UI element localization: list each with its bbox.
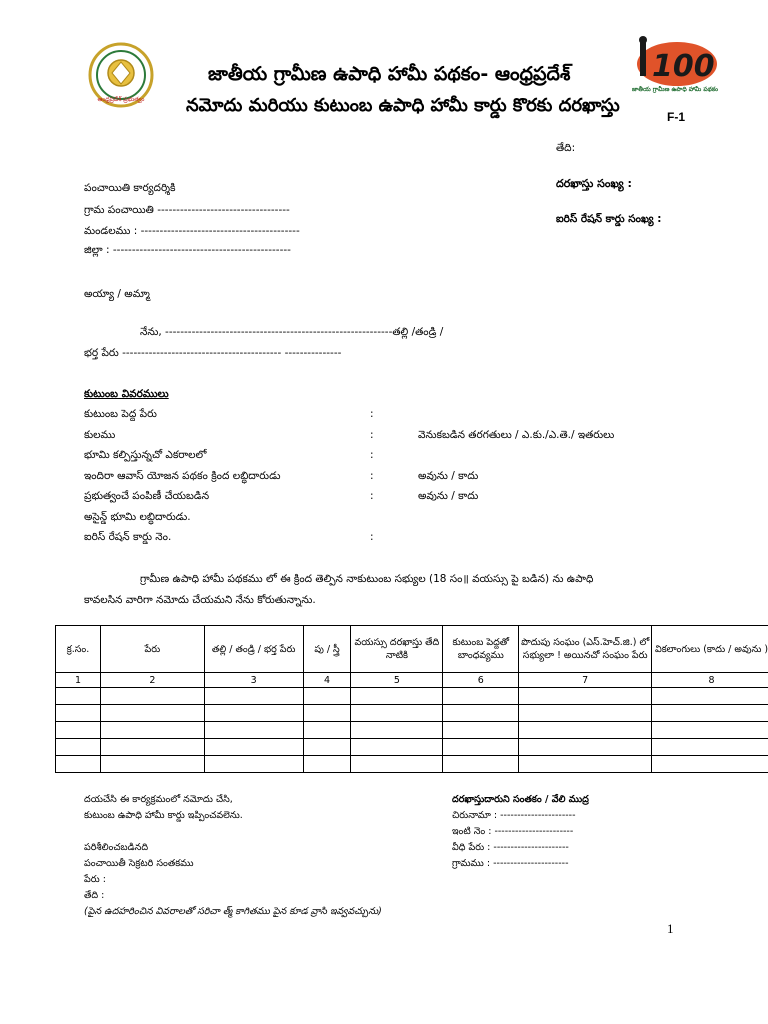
family-details-heading: కుటుంబ వివరములు — [84, 388, 169, 400]
table-cell[interactable] — [100, 756, 204, 773]
verified-label: పరిశీలించబడినది — [84, 842, 149, 853]
table-cell[interactable] — [56, 739, 101, 756]
family-head-name-colon: : — [370, 408, 374, 420]
table-cell[interactable] — [303, 688, 351, 705]
table-row — [56, 739, 768, 756]
table-cell[interactable] — [303, 705, 351, 722]
street-name-line: వీధి పేరు : ---------------------- — [452, 842, 569, 853]
table-row — [56, 756, 768, 773]
table-cell[interactable] — [652, 705, 768, 722]
table-row — [56, 722, 768, 739]
caste-label: కులము — [84, 429, 116, 441]
table-cell[interactable] — [56, 756, 101, 773]
table-cell[interactable] — [204, 688, 303, 705]
secretary-name-label: పేరు : — [84, 874, 106, 885]
table-cell[interactable] — [56, 722, 101, 739]
table-cell[interactable] — [519, 688, 652, 705]
table-cell[interactable] — [100, 705, 204, 722]
date-label: తేది: — [556, 142, 576, 154]
mandal-line: మండలము : ------------------------------------------ — [84, 225, 300, 237]
request-line-2: కావలసిన వారిగా నమోదు చేయమని నేను కోరుతున్నాను. — [84, 594, 316, 606]
land-acres-label: భూమి కల్పిస్తున్నచో ఎకరాలలో — [84, 449, 207, 461]
table-cell[interactable] — [56, 688, 101, 705]
form-code: F-1 — [667, 110, 685, 124]
secretary-date-label: తేది : — [84, 890, 105, 901]
footer-request-line-1: దయచేసి ఈ కార్యక్రమంలో నమోదు చేసి, — [84, 794, 233, 805]
table-cell[interactable] — [204, 705, 303, 722]
iay-beneficiary-colon: : — [370, 470, 374, 482]
table-cell[interactable] — [443, 705, 519, 722]
table-cell[interactable] — [519, 705, 652, 722]
village-line: గ్రామము : ---------------------- — [452, 858, 569, 869]
table-cell[interactable] — [443, 756, 519, 773]
land-acres-colon: : — [370, 449, 374, 461]
govt-distributed-label: ప్రభుత్వంచే పంపిణీ చేయబడిన — [84, 490, 210, 502]
col-header-age: వయస్సు దరఖాస్తు తేది నాటికి — [351, 626, 443, 673]
table-cell[interactable] — [303, 739, 351, 756]
table-cell[interactable] — [443, 688, 519, 705]
table-cell[interactable] — [652, 739, 768, 756]
iay-beneficiary-label: ఇందిరా ఆవాస్ యోజన పథకం క్రింద లబ్ధిదారుడు — [84, 470, 281, 482]
table-cell[interactable] — [204, 756, 303, 773]
request-line-1: గ్రామీణ ఉపాధి హామీ పథకము లో ఈ క్రింద తెల్పిన నాకుటుంబ సభ్యుల (18 సం॥ వయస్సు పై బడిన) ను ఉపాధి — [140, 573, 594, 585]
col-header-serial: క్ర.సం. — [56, 626, 101, 673]
table-cell[interactable] — [351, 739, 443, 756]
address-line: చిరునామా : ---------------------- — [452, 810, 576, 821]
ration-card-no-label: ఐరిస్ రేషన్ కార్డు నెం. — [84, 531, 172, 543]
table-cell[interactable] — [519, 739, 652, 756]
logo-number: 100 — [652, 49, 715, 84]
page-title: జాతీయ గ్రామీణ ఉపాధి హామీ పథకం- ఆంధ్రప్రదేశ్ — [208, 63, 571, 85]
govt-distributed-colon: : — [370, 490, 374, 502]
district-line: జిల్లా : ----------------------------------------------- — [84, 244, 291, 256]
column-number: 6 — [443, 673, 519, 688]
table-cell[interactable] — [100, 722, 204, 739]
col-header-parent-name: తల్లి / తండ్రి / భర్త పేరు — [204, 626, 303, 673]
salutation: అయ్యా / అమ్మా — [84, 288, 150, 300]
column-number: 5 — [351, 673, 443, 688]
page-number: 1 — [667, 921, 674, 936]
ration-card-no-colon: : — [370, 531, 374, 543]
footer-note: (పైన ఉదహరించిన వివరాలతో సరిచా త్మ్ కాగితము పైన కూడ వ్రాసి ఇవ్వవచ్చును) — [84, 906, 382, 917]
govt-distributed-options: అవును / కాదు — [418, 490, 479, 502]
table-cell[interactable] — [519, 756, 652, 773]
table-cell[interactable] — [204, 722, 303, 739]
caste-colon: : — [370, 429, 374, 441]
table-cell[interactable] — [351, 688, 443, 705]
caste-options: వెనుకబడిన తరగతులు / ఎ.కు./ఎ.తె./ ఇతరులు — [418, 429, 615, 441]
table-cell[interactable] — [204, 739, 303, 756]
table-row — [56, 705, 768, 722]
seal-caption: ఆంధ్రప్రదేశ్ ప్రభుత్వం — [97, 96, 145, 103]
members-table — [55, 625, 768, 773]
house-number-line: ఇంటి నెం : ----------------------- — [452, 826, 574, 837]
table-cell[interactable] — [303, 722, 351, 739]
column-number: 1 — [56, 673, 101, 688]
table-cell[interactable] — [443, 739, 519, 756]
col-header-disabled: వికలాంగులు (కాదు / అవును ) — [652, 626, 768, 673]
col-header-shg: పొదుపు సంఘం (ఎస్.హెచ్.జి.) లో సభ్యులా ! అయినచో సంఘం పేరు — [519, 626, 652, 673]
declaration-line-1: నేను, ------------------------------------------------------------తల్లి /తండ్రి / — [140, 326, 444, 338]
assigned-land-label: అసైన్డ్ భూమి లబ్ధిదారుడు. — [84, 511, 191, 523]
column-number: 7 — [519, 673, 652, 688]
footer-request-line-2: కుటుంబ ఉపాధి హామీ కార్డు ఇప్పించవలెను. — [84, 810, 243, 821]
table-cell[interactable] — [652, 756, 768, 773]
table-cell[interactable] — [351, 722, 443, 739]
table-header-row — [56, 626, 768, 673]
table-cell[interactable] — [351, 705, 443, 722]
column-number: 8 — [652, 673, 768, 688]
col-header-relationship: కుటుంబ పెద్దతో బాంధవ్యము — [443, 626, 519, 673]
family-head-name-label: కుటుంబ పెద్ద పేరు — [84, 408, 157, 420]
applicant-signature-label: దరఖాస్తుదారుని సంతకం / వేలి ముద్ర — [452, 794, 589, 805]
table-cell[interactable] — [351, 756, 443, 773]
table-row — [56, 688, 768, 705]
declaration-line-2: భర్త పేరు ------------------------------------------ --------------- — [84, 347, 342, 359]
addressee: పంచాయితి కార్యదర్శికి — [84, 182, 176, 194]
nrega-100-days-logo — [630, 34, 720, 98]
table-cell[interactable] — [303, 756, 351, 773]
ration-card-number-label: ఐరిస్ రేషన్ కార్డు సంఖ్య : — [556, 213, 662, 225]
logo-caption: జాతీయ గ్రామీణ ఉపాధి హామీ పథకం — [632, 86, 718, 93]
table-cell[interactable] — [519, 722, 652, 739]
table-cell[interactable] — [56, 705, 101, 722]
col-header-name: పేరు — [100, 626, 204, 673]
secretary-signature-label: పంచాయితీ సెక్రటరి సంతకము — [84, 858, 194, 869]
table-cell[interactable] — [100, 688, 204, 705]
iay-beneficiary-options: అవును / కాదు — [418, 470, 479, 482]
table-cell[interactable] — [652, 722, 768, 739]
government-seal-logo — [86, 40, 156, 110]
page-subtitle: నమోదు మరియు కుటుంబ ఉపాధి హామీ కార్డు కొరకు దరఖాస్తు — [186, 95, 620, 116]
col-header-gender: పు / స్త్రీ — [303, 626, 351, 673]
table-cell[interactable] — [652, 688, 768, 705]
gram-panchayat-line: గ్రామ పంచాయితి ----------------------------------- — [84, 204, 290, 216]
table-cell[interactable] — [443, 722, 519, 739]
table-cell[interactable] — [100, 739, 204, 756]
column-number: 3 — [204, 673, 303, 688]
application-number-label: దరఖాస్తు సంఖ్య : — [556, 177, 632, 190]
column-number: 2 — [100, 673, 204, 688]
column-number-row — [56, 673, 768, 688]
column-number: 4 — [303, 673, 351, 688]
